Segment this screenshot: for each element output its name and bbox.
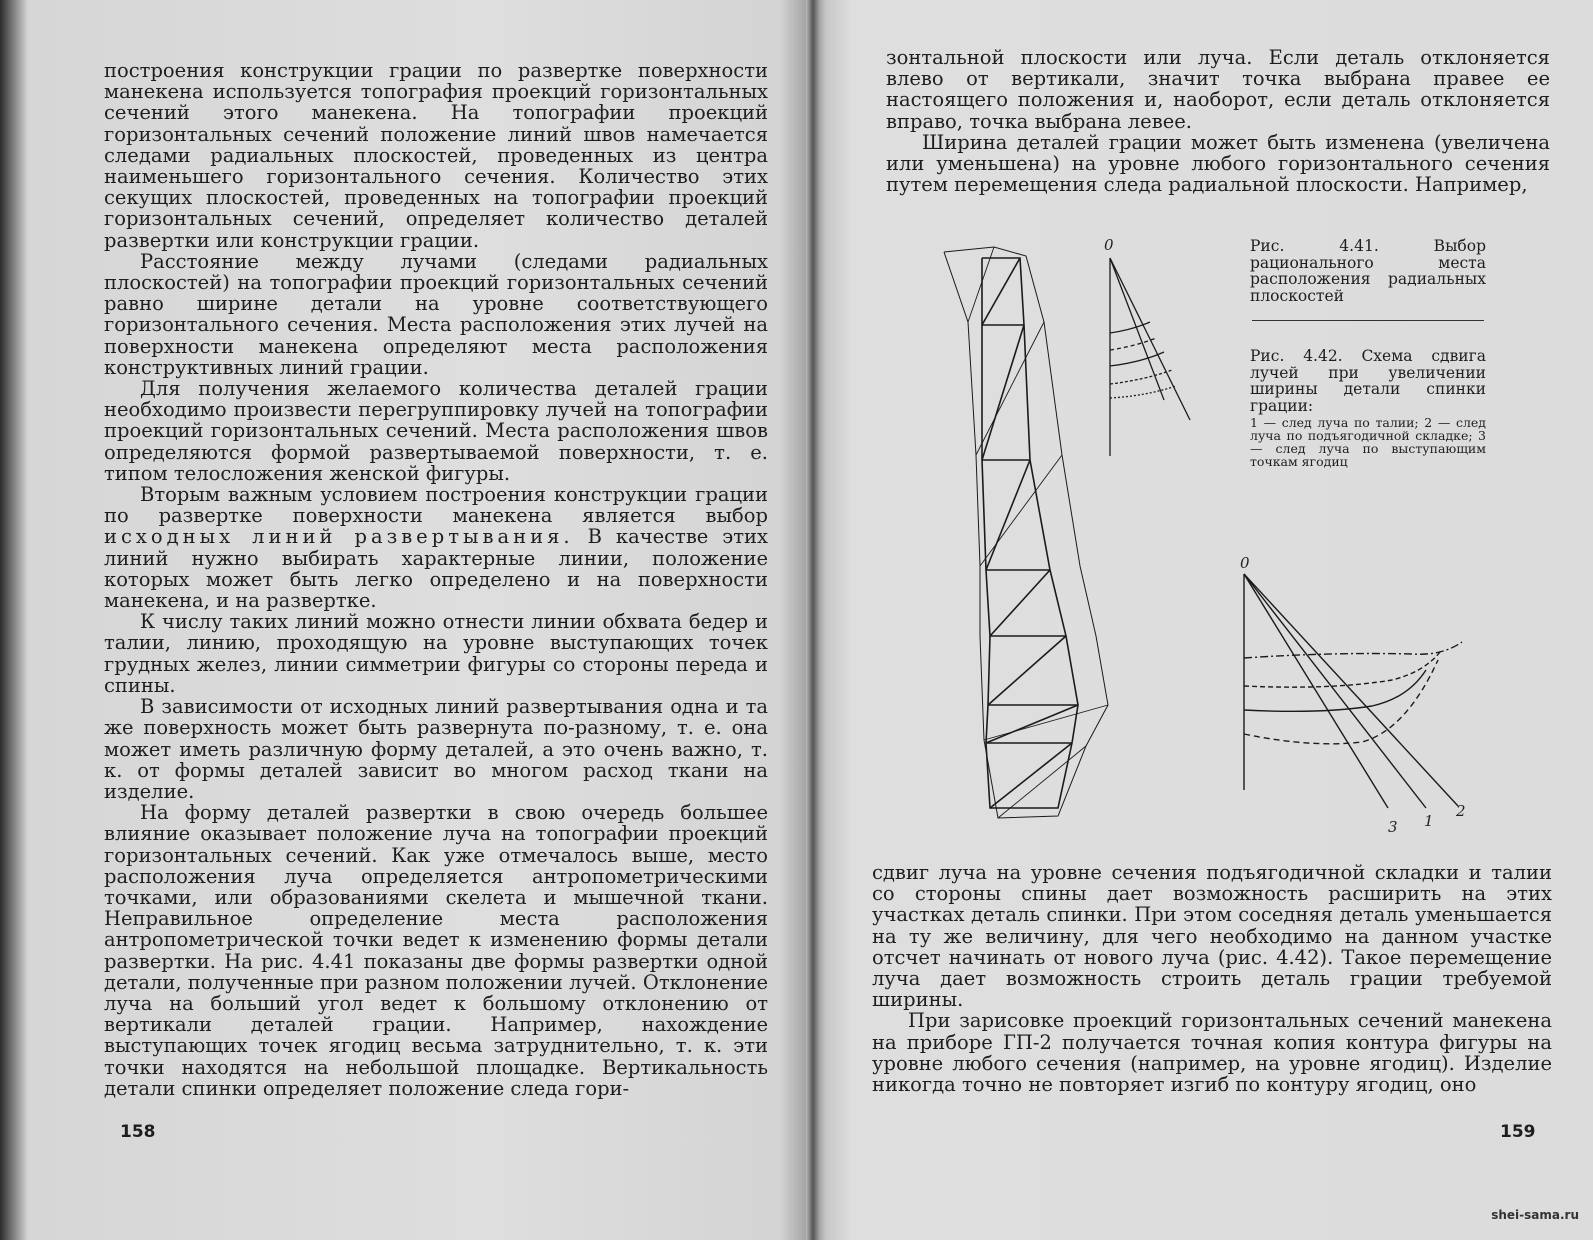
paragraph: Для получения желаемого количества деталей грации необходимо произвести перегруппировку лучей на топографии проекций горизонтальных сечений. Места расположения швов определяются формой развертываемой поверхности, т. е. типом телосложения женской фигуры. <box>104 377 768 485</box>
diagonal-line <box>980 455 1062 566</box>
section-curve <box>1244 670 1426 711</box>
ray-label-3: 3 <box>1388 818 1398 836</box>
outline-variant-1 <box>944 247 1108 818</box>
diagonal-line <box>976 322 1044 455</box>
watermark: shei-sama.ru <box>1491 1208 1579 1222</box>
right-page-top-text <box>886 47 1550 195</box>
paragraph <box>104 484 768 611</box>
right-page <box>812 0 1593 1240</box>
diagonal-line <box>990 570 1050 636</box>
section-curve <box>1110 352 1164 366</box>
figure-4-42-ray-shift <box>1244 574 1462 808</box>
origin-label-bottom: 0 <box>1240 554 1250 572</box>
diagonal-line <box>986 460 1030 570</box>
section-curve <box>1110 338 1156 350</box>
ray-label-2: 2 <box>1456 802 1466 820</box>
section-curve <box>1110 370 1172 384</box>
gluteal-fold-section-curve <box>1244 652 1440 687</box>
ray-line-2 <box>1244 574 1458 806</box>
book-gutter <box>806 0 820 1240</box>
page-number: 158 <box>120 1122 156 1142</box>
caption-divider <box>1252 320 1484 321</box>
diagonal-line <box>984 705 1108 740</box>
section-curve <box>1110 386 1176 398</box>
paragraph: Расстояние между лучами (следами радиальных плоскостей) на топографии проекций горизонтальных сечений равно ширине детали на уровне соответствующего горизонтального сечения. Места расположения этих лучей на поверхности манекена определяют места расположения конструктивных линий грации. <box>104 249 768 379</box>
paragraph: К числу таких линий можно отнести линии обхвата бедер и талии, линию, проходящую на уровне выступающих точек грудных желез, линии симметрии фигуры со стороны переда и спины. <box>104 610 768 697</box>
diagonal-line <box>968 247 994 322</box>
paragraph: На форму деталей развертки в свою очередь большее влияние оказывает положение луча на топографии проекций горизонтальных сечений. Как уже отмечалось выше, место расположения луча определяется антропометрическими точками, или образованиями скелета и мышечной ткани. Неправильное определение места расположения антропометрической точки ведет к изменению формы детали развертки. На рис. 4.41 показаны две формы развертки одной детали, полученные при разном положении лучей. Отклонение луча на больший угол ведет к большому отклонению от вертикали деталей грации. Например, нахождение выступающих точек ягодиц весьма затруднительно, т. к. эти точки находятся на небольшой площадке. Вертикальность детали спинки определяет положение следа гори- <box>104 801 768 1100</box>
ray-label-1: 1 <box>1424 812 1434 830</box>
caption-legend: 1 — след луча по талии; 2 — след луча по подъягодичной складке; 3 — след луча по выступающим точкам ягодиц <box>1250 415 1486 469</box>
page-number: 159 <box>1500 1122 1536 1142</box>
paragraph: При зарисовке проекций горизонтальных сечений манекена на приборе ГП-2 получается точная копия контура фигуры на уровне любого сечения (например, на уровне ягодиц). Изделие никогда точно не повторяет изгиб по контуру ягодиц, оно <box>872 1009 1552 1097</box>
buttocks-section-curve <box>1244 660 1438 744</box>
paragraph-part: Вторым важным условием построения конструкции грации по развертке поверхности манекена является выбор <box>104 483 768 528</box>
diagonal-line <box>988 636 1066 705</box>
diagonal-line <box>990 743 1072 808</box>
left-page-text <box>104 60 768 1099</box>
waist-section-curve <box>1244 642 1462 658</box>
paragraph: Ширина деталей грации может быть изменена (увеличена или уменьшена) на уровне любого горизонтального сечения путем перемещения следа радиальной плоскости. Например, <box>886 130 1550 197</box>
ray-line-1 <box>1244 574 1426 808</box>
section-curve <box>1110 322 1150 333</box>
ray-line <box>1110 258 1190 420</box>
caption-title: Рис. 4.42. Схема сдвига лучей при увеличении ширины детали спинки грации: <box>1250 347 1486 415</box>
origin-label-top: 0 <box>1104 236 1114 254</box>
right-page-bottom-text <box>872 862 1552 1095</box>
figure-4-41-topography <box>1110 258 1190 456</box>
figure-4-41-development <box>944 247 1108 818</box>
paragraph: построения конструкции грации по развертке поверхности манекена используется топография проекций горизонтальных сечений этого манекена. На топографии проекций горизонтальных сечений положение линий швов намечается следами радиальных плоскостей, проведенных из центра наименьшего горизонтального сечения. Количество этих секущих плоскостей, проведенных на топографии проекций горизонтальных сечений, определяет количество деталей развертки или конструкции грации. <box>104 59 768 252</box>
diagonal-line <box>986 705 1078 743</box>
emphasized-term: исходных линий развертывания. <box>104 525 574 549</box>
diagonal-line <box>998 746 1086 818</box>
outline-variant-2 <box>982 258 1078 808</box>
caption-figure-4-42 <box>1250 348 1486 468</box>
diagonal-line <box>982 258 1020 325</box>
paragraph-part: В качестве этих линий нужно выбирать характерные линии, положение которых может быть легко определено и на поверхности манекена, и на развертке. <box>104 525 769 613</box>
ray-line <box>1110 258 1164 400</box>
paragraph: зонтальной плоскости или луча. Если деталь отклоняется влево от вертикали, значит точка выбрана правее ее настоящего положения и, наоборот, если деталь отклоняется вправо, точка выбрана левее. <box>886 46 1550 133</box>
caption-figure-4-41: Рис. 4.41. Выбор рационального места расположения радиальных плоскостей <box>1250 237 1486 305</box>
ray-line-3 <box>1244 574 1388 808</box>
paragraph: сдвиг луча на уровне сечения подъягодичной складки и талии со стороны спины дает возможность расширить на этих участках деталь спинки. При этом соседняя деталь уменьшается на ту же величину, для чего необходимо на данном участке отсчет начинать от нового луча (рис. 4.42). Такое перемещение луча дает возможность строить деталь грации требуемой ширины. <box>872 861 1552 1012</box>
paragraph: В зависимости от исходных линий развертывания одна и та же поверхность может быть развернута по-разному, т. е. она может иметь различную форму деталей, а это очень важно, т. к. от формы деталей зависит во многом расход ткани на изделие. <box>104 695 768 803</box>
diagonal-line <box>982 325 1024 460</box>
